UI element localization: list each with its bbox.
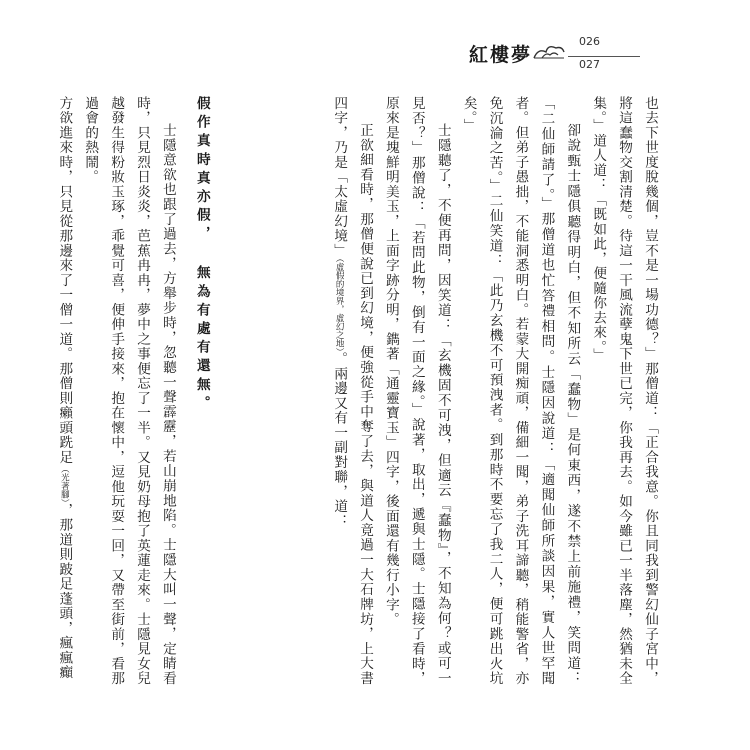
paragraph-3: 士隱聽了，不便再問，因笑道：「玄機固不可洩，但適云『蠢物』，不知為何？或可一見否？」那僧說：「若問此物，倒有一面之緣。」說著，取出，遞與士隱。士隱接了看時，原來是塊鮮明美玉，上面字跡分明，鐫著「通靈寶玉」四字，後面還有幾行小字。 (382, 96, 451, 686)
page-number-left: 026 (579, 35, 600, 48)
paragraph-1: 也去下世度脫幾個，豈不是一場功德？」那僧道：「正合我意。你且同我到警幻仙子宮中，將這蠢物交割清楚。待這一干風流孽鬼下世已完，你我再去。如今雖已一半落塵，然猶未全集。」道人道：「既如此，便隨你去來。」 (590, 96, 658, 686)
paragraph-6-text-b: ，那道則跛足蓬頭，瘋瘋癲 (56, 503, 73, 680)
paragraph-2: 卻說甄士隱俱聽得明白，但不知所云「蠢物」是何東西，遂不禁上前施禮，笑問道：「二仙師請了。」那僧道也忙答禮相問。士隱因說道：「適聞仙師所談因果，實人世罕聞者。但弟子愚拙，不能洞悉明白。若蒙大開痴頑，備細一聞，弟子洗耳諦聽，稍能警省，亦免沉淪之苦。」二仙笑道：「此乃玄機不可預洩者。到那時不要忘了我二人，便可跳出火坑矣。」 (460, 96, 581, 686)
vertical-body-text (56, 96, 662, 686)
annotation-taixu: （虛假的境界，虛幻之地） (334, 258, 345, 352)
cloud-ornament-icon (532, 40, 566, 62)
couplet (180, 96, 222, 686)
page-number-right: 027 (579, 58, 600, 71)
paragraph-4-text-a: 正欲細看時，那僧便說已到幻境，便強從手中奪了去，與道人竟過一大石牌坊，上大書四字，乃是「太虛幻境」 (331, 96, 374, 686)
paragraph-4-text-b: 。兩邊又有一副對聯，道： (331, 351, 348, 529)
couplet-line-1: 假作真時真亦假， (193, 96, 210, 245)
page-header (0, 0, 750, 90)
book-title: 紅樓夢 (468, 44, 532, 66)
header-rule (568, 56, 640, 57)
paragraph-6-text-a: 方欲進來時，只見從那邊來了一僧一道。那僧則癩頭跣足 (56, 96, 73, 465)
annotation-barefoot: （光著腳） (59, 464, 70, 503)
couplet-line-2: 無為有處有還無。 (193, 265, 210, 415)
paragraph-5: 士隱意欲也跟了過去，方舉步時，忽聽一聲霹靂，若山崩地陷。士隱大叫一聲，定睛看時，只見烈日炎炎，芭蕉冉冉，夢中之事便忘了一半。又見奶母抱了英蓮走來。士隱見女兒越發生得粉妝玉琢，乖覺可喜，便伸手接來，抱在懷中，逗他玩耍一回，又帶至街前，看那過會的熱鬧。 (82, 96, 176, 686)
paragraph-4 (325, 96, 377, 686)
paragraph-6 (50, 96, 76, 686)
